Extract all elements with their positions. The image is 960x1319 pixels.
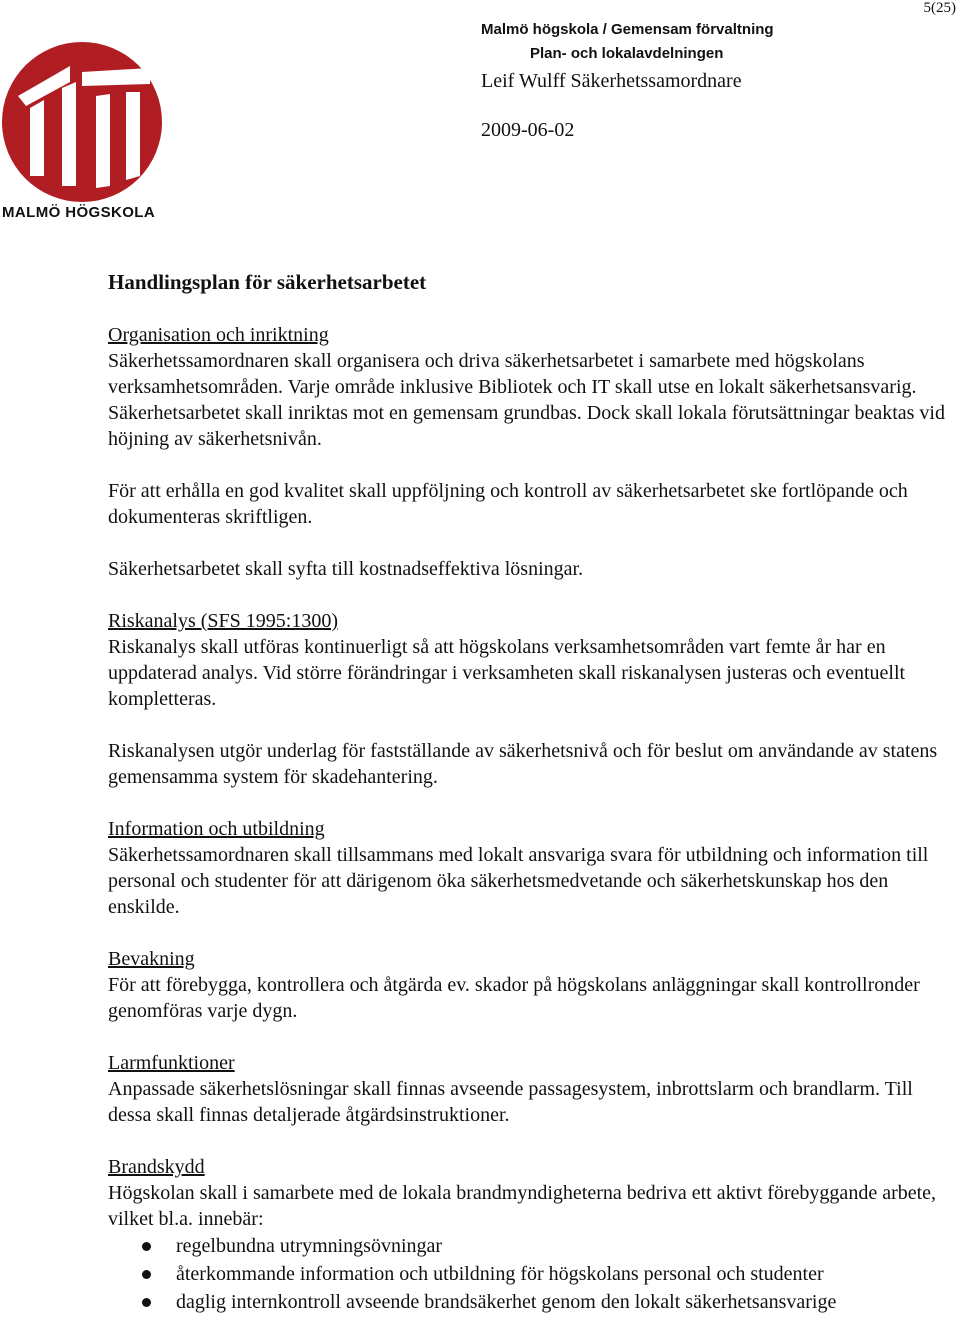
- list-item-text: regelbundna utrymningsövningar: [176, 1235, 443, 1257]
- paragraph: Säkerhetsarbetet skall syfta till kostnadseffektiva lösningar.: [108, 558, 584, 580]
- page-number: 5(25): [923, 0, 956, 16]
- paragraph: Anpassade säkerhetslösningar skall finnas avseende passagesystem, inbrottslarm och brandlarm. Till dessa skall finnas detaljerade åtgärdsinstruktioner.: [108, 1078, 913, 1126]
- section-heading: Information och utbildning: [108, 818, 325, 840]
- bullet-icon: [142, 1298, 151, 1307]
- paragraph: Högskolan skall i samarbete med de lokala brandmyndigheterna bedriva ett aktivt förebyggande arbete, vilket bl.a. innebär:: [108, 1182, 937, 1230]
- malmo-hogskola-logo: [0, 26, 170, 226]
- bullet-icon: [142, 1242, 151, 1251]
- header-department: Plan- och lokalavdelningen: [530, 45, 724, 62]
- section-bevakning: [108, 946, 958, 1024]
- section-brandskydd: [108, 1154, 958, 1316]
- section-larmfunktioner: [108, 1050, 958, 1128]
- list-item: [108, 1260, 958, 1288]
- document-title: Handlingsplan för säkerhetsarbetet: [108, 270, 427, 294]
- paragraph: För att erhålla en god kvalitet skall uppföljning och kontroll av säkerhetsarbetet ske fortlöpande och dokumenteras skriftligen.: [108, 480, 908, 528]
- bullet-list: [108, 1232, 958, 1316]
- section-heading: Riskanalys (SFS 1995:1300): [108, 610, 339, 632]
- list-item: [108, 1232, 958, 1260]
- document-body: [108, 268, 958, 1316]
- paragraph: För att förebygga, kontrollera och åtgärda ev. skador på högskolans anläggningar skall kontrollronder genomföras varje dygn.: [108, 974, 920, 1022]
- logo-emblem-icon: [0, 26, 170, 206]
- section-riskanalys: [108, 608, 958, 790]
- logo-text: MALMÖ HÖGSKOLA: [2, 204, 156, 221]
- header-organization: Malmö högskola / Gemensam förvaltning: [481, 21, 774, 38]
- bullet-icon: [142, 1270, 151, 1279]
- header-author: Leif Wulff Säkerhetssamordnare: [481, 70, 742, 92]
- section-information: [108, 816, 958, 920]
- list-item-text: daglig internkontroll avseende brandsäkerhet genom den lokalt säkerhetsansvarige: [176, 1291, 837, 1313]
- list-item: [108, 1288, 958, 1316]
- paragraph: Säkerhetssamordnaren skall organisera och driva säkerhetsarbetet i samarbete med högskolans verksamhetsområden. Varje område inklusive Bibliotek och IT skall utse en lokalt säkerhetsansvarig. Säkerhetsarbetet skall inriktas mot en gemensam grundbas. Dock skall lokala förutsättningar beaktas vid höjning av säkerhetsnivån.: [108, 350, 945, 450]
- section-heading: Larmfunktioner: [108, 1052, 235, 1074]
- section-heading: Organisation och inriktning: [108, 324, 329, 346]
- paragraph: Riskanalysen utgör underlag för fastställande av säkerhetsnivå och för beslut om användande av statens gemensamma system för skadehantering.: [108, 740, 938, 788]
- list-item-text: återkommande information och utbildning för högskolans personal och studenter: [176, 1263, 824, 1285]
- section-heading: Bevakning: [108, 948, 195, 970]
- paragraph: Riskanalys skall utföras kontinuerligt så att högskolans verksamhetsområden vart femte år har en uppdaterad analys. Vid större förändringar i verksamheten skall riskanalysen justeras och eventuellt kompletteras.: [108, 636, 906, 710]
- section-organisation: [108, 322, 958, 582]
- paragraph: Säkerhetssamordnaren skall tillsammans med lokalt ansvariga svara för utbildning och information till personal och studenter för att därigenom öka säkerhetsmedvetande och säkerhetskunskap hos den enskilde.: [108, 844, 929, 918]
- section-heading: Brandskydd: [108, 1156, 205, 1178]
- header-date: 2009-06-02: [481, 119, 575, 141]
